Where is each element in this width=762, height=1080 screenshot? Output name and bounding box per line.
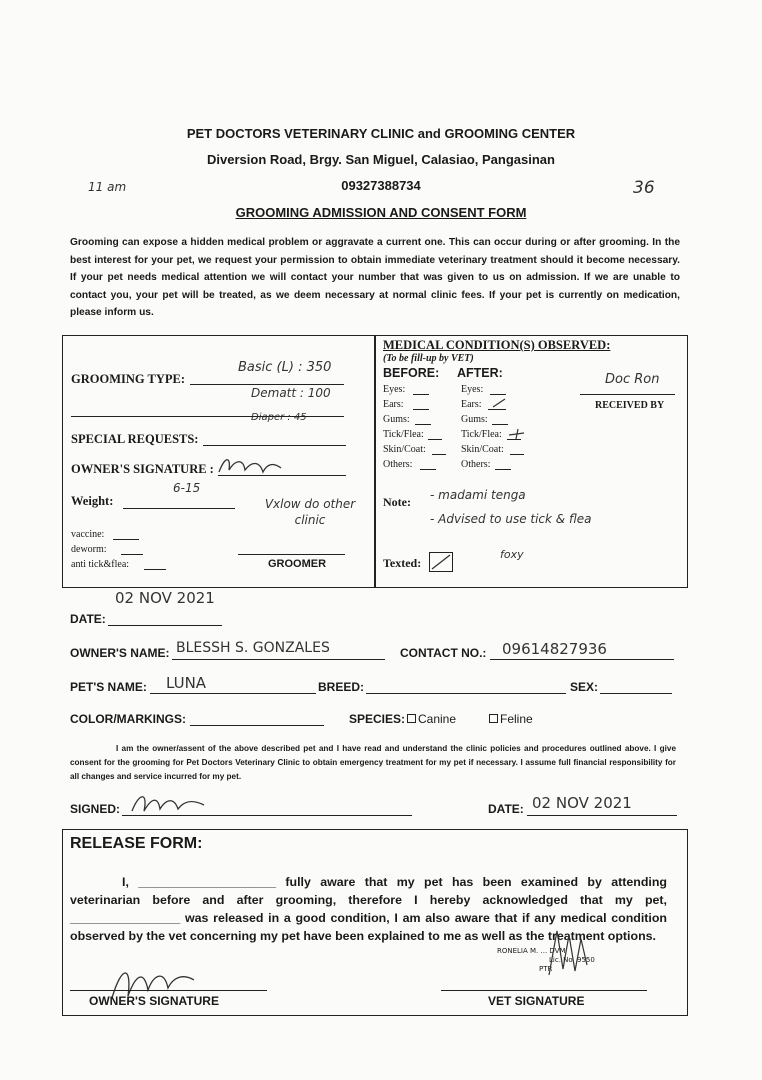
before-others: Others: (383, 459, 413, 470)
owner-name-line (172, 659, 385, 660)
texted-label: Texted: (383, 556, 422, 570)
after-others-line (495, 469, 511, 470)
grooming-extra-line (71, 416, 344, 417)
texted-check-icon (430, 553, 452, 571)
species-label: SPECIES: (349, 712, 406, 726)
after-tickflea-check-icon (508, 427, 526, 441)
signed-date-line (527, 815, 677, 816)
received-by-line (580, 394, 675, 395)
groomer-label: GROOMER (268, 558, 327, 570)
clinic-phone: 09327388734 (341, 178, 421, 193)
texted-checkbox (429, 552, 453, 572)
vet-sig-line (441, 990, 647, 991)
after-ears-check-icon (491, 397, 507, 409)
after-skincoat: Skin/Coat: (461, 444, 504, 455)
groomer-note: Vxlow do other clinic (264, 497, 356, 527)
note-label: Note: (383, 495, 411, 509)
deworm-line (121, 554, 143, 555)
antitick-label: anti tick&flea: (71, 559, 130, 570)
medical-box (374, 335, 688, 588)
vaccine-line (113, 539, 139, 540)
before-tickflea: Tick/Flea: (383, 429, 424, 440)
after-gums: Gums: (461, 414, 488, 425)
note-line-1: - madami tenga (430, 488, 526, 502)
intro-paragraph: Grooming can expose a hidden medical problem or aggravate a current one. This can occur during or after grooming. In the best interest for your pet, we request your permission to obtain immediate veterinary treatment should it become necessary. If your pet needs medical attention we will contact your number that was given to us on admission. If we are unable to contact you, your pet will be treated, as we deem necessary at normal clinic fees. If your pet is currently on medication, please inform us. (70, 237, 680, 318)
before-tickflea-line (428, 439, 442, 440)
pet-name-line (150, 693, 316, 694)
grooming-type-value-2: Dematt : 100 (251, 386, 331, 400)
sex-line (600, 693, 672, 694)
clinic-name: PET DOCTORS VETERINARY CLINIC and GROOMING CENTER (186, 126, 576, 141)
handwritten-number: 36 (633, 178, 655, 198)
contact-line (490, 659, 674, 660)
note-line-2: - Advised to use tick & flea (430, 512, 592, 526)
release-title: RELEASE FORM: (70, 835, 203, 852)
owner-release-sig-line (70, 990, 267, 991)
grooming-type-value-3: Diaper : 45 (251, 412, 307, 423)
feline-checkbox[interactable] (489, 714, 498, 723)
form-title: GROOMING ADMISSION AND CONSENT FORM (235, 205, 527, 220)
owner-signature-scribble-2 (128, 789, 208, 819)
special-requests-label: SPECIAL REQUESTS: (71, 432, 199, 446)
groomer-line (238, 554, 345, 555)
consent-paragraph: I am the owner/assent of the above described pet and I have read and understand the clinic policies and procedures outlined above. I give consent for the grooming for Pet Doctors Veterinary Clinic to obtain emergency treatment for my pet if necessary. I assume full financial responsibility for all changes and service incurred for my pet. (70, 744, 676, 781)
after-ears: Ears: (461, 399, 482, 410)
date-line (108, 625, 222, 626)
weight-line (123, 508, 235, 509)
before-skincoat-line (432, 454, 446, 455)
medical-subtitle: (To be fill-up by VET) (383, 353, 474, 364)
after-gums-line (492, 424, 508, 425)
vet-stamp-line-3: PTR (539, 965, 553, 973)
vet-stamp-line-1: RONELIA M. ... DVM (497, 947, 566, 955)
texted-note: foxy (500, 548, 524, 561)
before-others-line (420, 469, 436, 470)
date-label: DATE: (70, 612, 106, 626)
weight-value: 6-15 (173, 481, 201, 495)
after-ears-line (488, 409, 506, 410)
before-eyes-line (413, 394, 429, 395)
contact-value: 09614827936 (502, 640, 607, 658)
special-requests-line (203, 445, 346, 446)
signed-date-value: 02 NOV 2021 (532, 794, 632, 812)
owner-name-value: BLESSH S. GONZALES (176, 640, 330, 656)
after-tickflea: Tick/Flea: (461, 429, 502, 440)
owner-name-label: OWNER'S NAME: (70, 646, 170, 660)
release-text: I, ____________________ fully aware that my pet has been examined by attending veterinarian before and after grooming, therefore I hereby acknowledged that my pet, ________________ was released in a good condition, I am also aware that if any medical condition observed by the vet concerning my pet have been explained to me as well as the treatment options. (70, 875, 667, 943)
after-eyes: Eyes: (461, 384, 484, 395)
grooming-type-label: GROOMING TYPE: (71, 372, 186, 386)
breed-line (366, 693, 566, 694)
after-label: AFTER: (457, 366, 503, 380)
before-skincoat: Skin/Coat: (383, 444, 426, 455)
received-by-value: Doc Ron (605, 372, 660, 387)
deworm-label: deworm: (71, 544, 107, 555)
feline-label: Feline (500, 712, 533, 726)
antitick-line (144, 569, 166, 570)
release-box (62, 829, 688, 1016)
breed-label: BREED: (318, 680, 365, 694)
before-eyes: Eyes: (383, 384, 406, 395)
sex-label: SEX: (570, 680, 599, 694)
grooming-box (62, 335, 376, 588)
signed-date-label: DATE: (488, 802, 524, 816)
color-label: COLOR/MARKINGS: (70, 712, 186, 726)
after-others: Others: (461, 459, 491, 470)
after-skincoat-line (510, 454, 524, 455)
before-label: BEFORE: (383, 366, 440, 380)
pet-name-label: PET'S NAME: (70, 680, 147, 694)
before-gums-line (415, 424, 431, 425)
owner-signature-scribble (215, 454, 285, 480)
signed-label: SIGNED: (70, 802, 121, 816)
vet-signature-scribble (543, 925, 593, 980)
contact-label: CONTACT NO.: (400, 646, 487, 660)
pet-name-value: LUNA (166, 674, 207, 692)
weight-label: Weight: (71, 494, 114, 508)
before-ears: Ears: (383, 399, 404, 410)
clinic-address: Diversion Road, Brgy. San Miguel, Calasiao, Pangasinan (207, 152, 555, 167)
color-line (190, 725, 324, 726)
grooming-type-value-1: Basic (L) : 350 (238, 360, 332, 375)
after-eyes-line (490, 394, 506, 395)
owner-signature-label: OWNER'S SIGNATURE : (71, 462, 214, 476)
medical-title: MEDICAL CONDITION(S) OBSERVED: (383, 338, 611, 352)
grooming-type-line (190, 384, 344, 385)
received-by-label: RECEIVED BY (595, 400, 665, 411)
vaccine-label: vaccine: (71, 529, 105, 540)
before-ears-line (413, 409, 429, 410)
canine-checkbox[interactable] (407, 714, 416, 723)
handwritten-time: 11 am (88, 180, 127, 194)
canine-label: Canine (418, 712, 457, 726)
owner-release-sig-label: OWNER'S SIGNATURE (89, 994, 219, 1008)
vet-stamp-line-2: Lic. No. 9550 (549, 956, 595, 964)
before-gums: Gums: (383, 414, 410, 425)
date-value: 02 NOV 2021 (115, 589, 215, 607)
vet-sig-label: VET SIGNATURE (488, 994, 585, 1008)
